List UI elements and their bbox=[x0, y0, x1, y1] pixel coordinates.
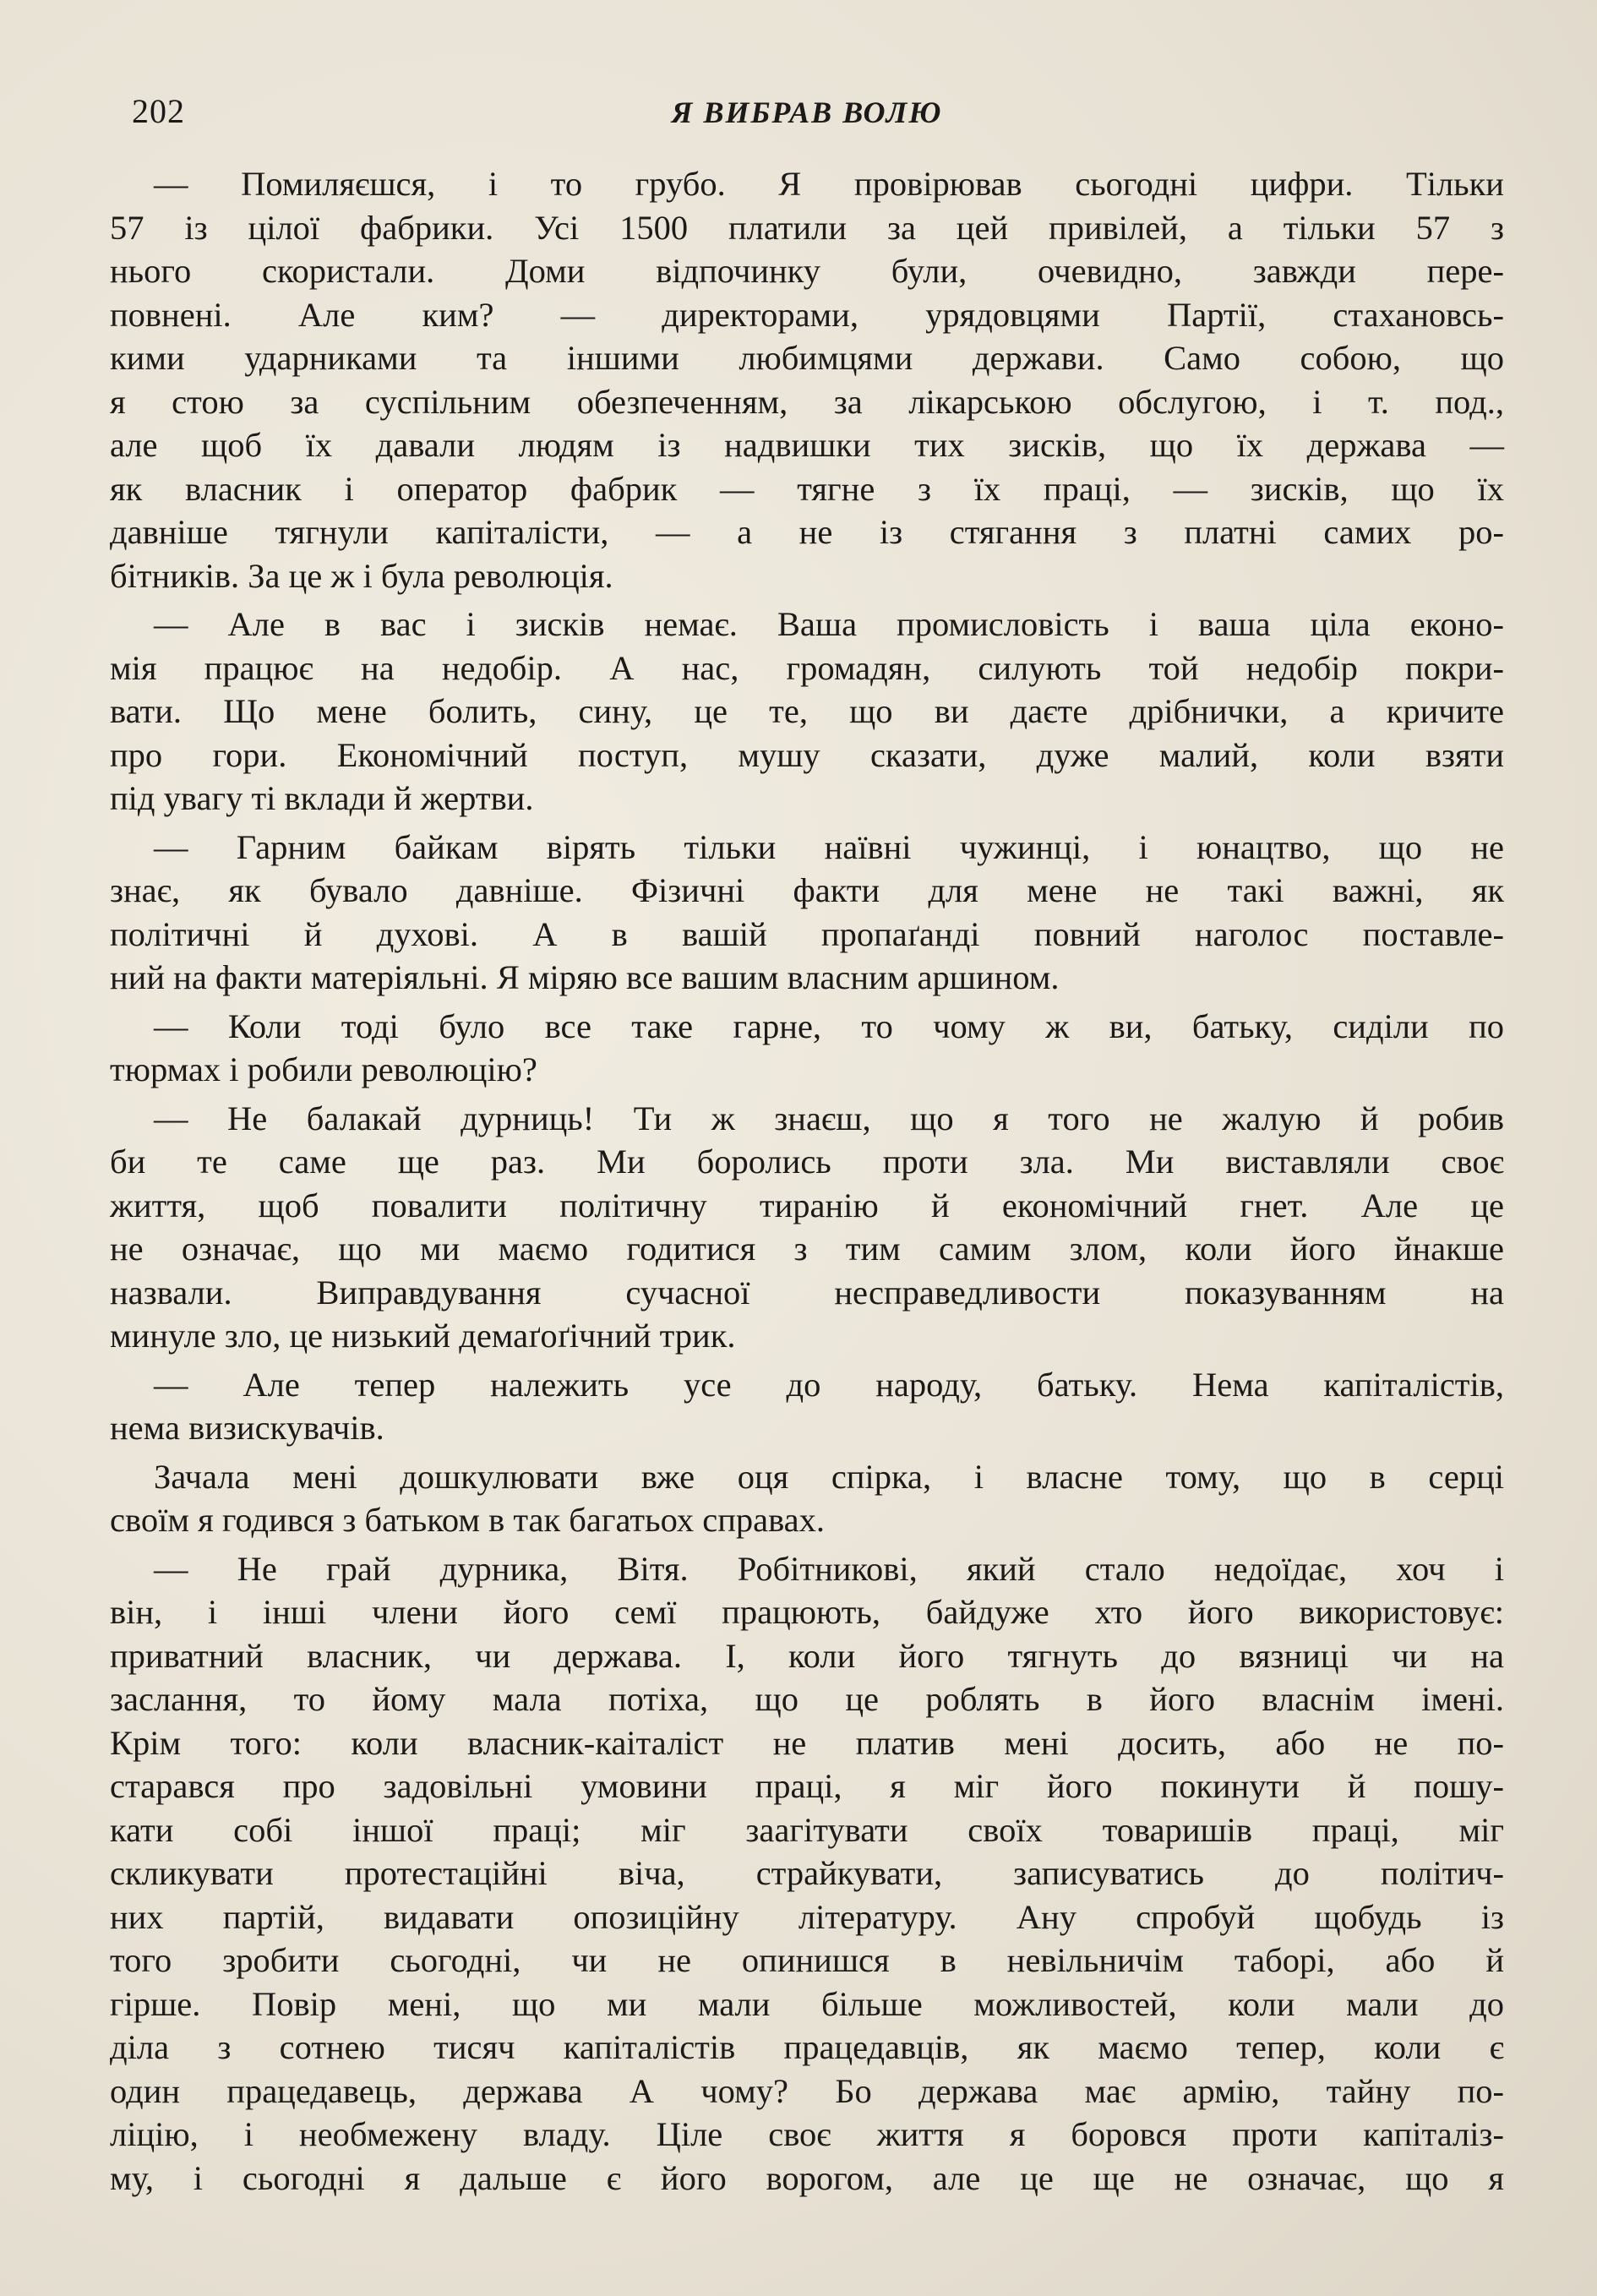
text-line: — Але тепер належить усе до народу, батьку. Нема капіталістів, bbox=[154, 1365, 1504, 1404]
book-page bbox=[101, 85, 1513, 2248]
text-line: кати собі іншої праці; міг заагітувати своїх товаришів праці, міг bbox=[110, 1810, 1504, 1849]
text-line: назвали. Виправдування сучасної несправедливости показуванням на bbox=[110, 1273, 1504, 1312]
text-line: 57 із цілої фабрики. Усі 1500 платили за цей привілей, а тільки 57 з bbox=[110, 208, 1504, 247]
text-line: би те саме ще раз. Ми боролись проти зла. Ми виставляли своє bbox=[110, 1143, 1504, 1181]
text-line: них партій, видавати опозиційну літературу. Ану спробуй щобудь із bbox=[110, 1897, 1504, 1936]
text-line: повнені. Але ким? — директорами, урядовцями Партії, стахановсь- bbox=[110, 295, 1504, 334]
text-line: давніше тягнули капіталісти, — а не із стягання з платні самих ро- bbox=[110, 513, 1504, 551]
text-line: Зачала мені дошкулювати вже оця спірка, і власне тому, що в серці bbox=[154, 1457, 1504, 1496]
paragraph bbox=[110, 1455, 1504, 1542]
text-line: не означає, що ми маємо годитися з тим самим злом, коли його йнакше bbox=[110, 1230, 1504, 1268]
paragraph bbox=[110, 1005, 1504, 1092]
text-line: нема визискувачів. bbox=[110, 1409, 384, 1447]
text-line: му, і сьогодні я дальше є його ворогом, але це ще не означає, що я bbox=[110, 2158, 1504, 2197]
text-line: мія працює на недобір. А нас, громадян, силують той недобір покри- bbox=[110, 648, 1504, 687]
text-line: — Але в вас і зисків немає. Ваша промисловість і ваша ціла еконо- bbox=[154, 605, 1504, 643]
text-line: ліцію, і необмежену владу. Ціле своє життя я боровся проти капіталіз- bbox=[110, 2115, 1504, 2153]
paragraph bbox=[110, 1097, 1504, 1358]
text-line: Крім того: коли власник-каіталіст не платив мені досить, або не по- bbox=[110, 1723, 1504, 1762]
text-line: вати. Що мене болить, сину, це те, що ви даєте дрібнички, а кричите bbox=[110, 692, 1504, 730]
body-text bbox=[110, 162, 1504, 2205]
text-line: кими ударниками та іншими любимцями держави. Само собою, що bbox=[110, 339, 1504, 377]
text-line: минуле зло, це низький демаґоґічний трик. bbox=[110, 1317, 736, 1355]
text-line: заслання, то йому мала потіха, що це роблять в його власнім імені. bbox=[110, 1680, 1504, 1718]
text-line: нього скористали. Доми відпочинку були, очевидно, завжди пере- bbox=[110, 252, 1504, 290]
text-line: — Не грай дурника, Вітя. Робітникові, який стало недоїдає, хоч і bbox=[154, 1549, 1504, 1588]
text-line: приватний власник, чи держава. І, коли його тягнуть до вязниці чи на bbox=[110, 1636, 1504, 1675]
paragraph bbox=[110, 1363, 1504, 1450]
page-number: 202 bbox=[132, 92, 185, 130]
text-line: своїм я годився з батьком в так багатьох справах. bbox=[110, 1501, 826, 1539]
paragraph bbox=[110, 162, 1504, 597]
paragraph bbox=[110, 1547, 1504, 2201]
text-line: бітників. За це ж і була революція. bbox=[110, 556, 613, 595]
text-line: тюрмах і робили революцію? bbox=[110, 1050, 537, 1088]
text-line: старався про задовільні умовини праці, я міг його покинути й пошу- bbox=[110, 1767, 1504, 1805]
paragraph bbox=[110, 826, 1504, 1000]
text-line: ний на факти матеріяльні. Я міряю все вашим власним аршином. bbox=[110, 958, 1060, 996]
text-line: — Коли тоді було все таке гарне, то чому ж ви, батьку, сиділи по bbox=[154, 1006, 1504, 1045]
text-line: гірше. Повір мені, що ми мали більше можливостей, коли мали до bbox=[110, 1984, 1504, 2023]
text-line: про гори. Економічний поступ, мушу сказати, дуже малий, коли взяти bbox=[110, 735, 1504, 774]
text-line: він, і інші члени його семї працюють, байдуже хто його використовує: bbox=[110, 1593, 1504, 1631]
text-line: але щоб їх давали людям із надвишки тих зисків, що їх держава — bbox=[110, 426, 1504, 464]
text-line: діла з сотнею тисяч капіталістів працедавців, як маємо тепер, коли є bbox=[110, 2028, 1504, 2066]
running-title: Я ВИБРАВ ВОЛЮ bbox=[671, 95, 943, 129]
text-line: один працедавець, держава А чому? Бо держава має армію, тайну по- bbox=[110, 2071, 1504, 2110]
text-line: скликувати протестаційні віча, страйкувати, записуватись до політич- bbox=[110, 1854, 1504, 1892]
paragraph bbox=[110, 603, 1504, 821]
text-line: того зробити сьогодні, чи не опинишся в невільничім таборі, або й bbox=[110, 1941, 1504, 1979]
text-line: — Гарним байкам вірять тільки наївні чужинці, і юнацтво, що не bbox=[154, 827, 1504, 866]
text-line: — Не балакай дурниць! Ти ж знаєш, що я того не жалую й робив bbox=[154, 1099, 1504, 1137]
text-line: життя, щоб повалити політичну тиранію й економічний гнет. Але це bbox=[110, 1186, 1504, 1224]
text-line: знає, як бувало давніше. Фізичні факти для мене не такі важні, як bbox=[110, 871, 1504, 909]
text-line: під увагу ті вклади й жертви. bbox=[110, 779, 534, 817]
text-line: політичні й духові. А в вашій пропаґанді повний наголос поставле- bbox=[110, 914, 1504, 953]
text-line: я стою за суспільним обезпеченням, за лікарською обслугою, і т. под., bbox=[110, 382, 1504, 421]
text-line: — Помиляєшся, і то грубо. Я провірював сьогодні цифри. Тільки bbox=[154, 165, 1504, 203]
page-header bbox=[101, 85, 1513, 150]
text-line: як власник і оператор фабрик — тягне з їх праці, — зисків, що їх bbox=[110, 469, 1504, 508]
